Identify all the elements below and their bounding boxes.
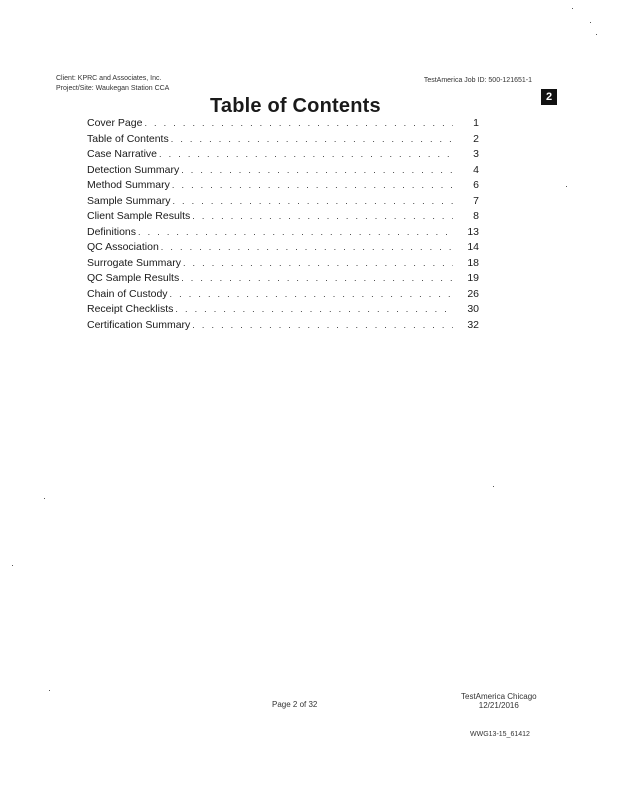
scan-speck (572, 8, 573, 9)
scan-speck (49, 690, 50, 691)
toc-entry[interactable] (87, 319, 479, 335)
toc-leader-dots (192, 211, 453, 221)
toc-entry[interactable] (87, 133, 479, 149)
toc-entry[interactable] (87, 272, 479, 288)
toc-leader-dots (172, 196, 453, 206)
toc-entry-label: Table of Contents (87, 132, 169, 145)
toc-entry-label: Definitions (87, 225, 137, 238)
toc-entry-page: 32 (467, 318, 479, 331)
toc-entry-label: Surrogate Summary (87, 256, 181, 269)
toc-entry[interactable] (87, 179, 479, 195)
toc-entry-page: 2 (473, 132, 479, 145)
project-line: Project/Site: Waukegan Station CCA (56, 85, 170, 92)
page-title: Table of Contents (210, 95, 381, 117)
toc-entry-label: Certification Summary (87, 318, 191, 331)
toc-leader-dots (144, 118, 453, 128)
report-date: 12/21/2016 (478, 701, 519, 710)
scan-speck (493, 486, 494, 487)
toc-entry[interactable] (87, 210, 479, 226)
section-tab-marker: 2 (541, 89, 557, 105)
toc-entry-label: Method Summary (87, 179, 170, 191)
toc-entry-page: 4 (473, 163, 479, 176)
toc-entry[interactable] (87, 164, 479, 180)
toc-entry-page: 13 (467, 225, 479, 238)
toc-leader-dots (138, 227, 453, 237)
document-id: WWG13-15_61412 (470, 731, 530, 738)
toc-leader-dots (171, 134, 453, 144)
toc-leader-dots (161, 242, 453, 252)
header-client-info (56, 74, 169, 94)
toc-entry-page: 14 (467, 241, 479, 253)
toc-entry-page: 30 (467, 303, 479, 315)
toc-entry-page: 3 (473, 148, 479, 160)
toc-entry[interactable] (87, 226, 479, 242)
toc-leader-dots (192, 320, 453, 330)
toc-entry[interactable] (87, 257, 479, 273)
scan-speck (566, 186, 567, 187)
page-number: Page 2 of 32 (272, 700, 318, 709)
toc-entry-label: QC Sample Results (87, 272, 180, 284)
toc-entry[interactable] (87, 303, 479, 319)
toc-entry-label: Case Narrative (87, 148, 158, 160)
toc-entry-label: QC Association (87, 241, 159, 253)
toc-leader-dots (170, 289, 453, 299)
toc-entry[interactable] (87, 288, 479, 304)
toc-entry-label: Cover Page (87, 117, 143, 129)
scan-speck (596, 34, 597, 35)
toc-entry[interactable] (87, 117, 479, 133)
toc-entry-page: 18 (467, 256, 479, 269)
toc-entry-label: Chain of Custody (87, 287, 168, 300)
lab-name: TestAmerica Chicago (461, 692, 537, 701)
toc-entry-label: Sample Summary (87, 194, 171, 207)
toc-entry-label: Receipt Checklists (87, 303, 174, 315)
toc-entry-page: 19 (467, 272, 479, 284)
toc-entry[interactable] (87, 241, 479, 257)
toc-leader-dots (181, 273, 453, 283)
toc-entry-label: Detection Summary (87, 163, 180, 176)
toc-leader-dots (183, 258, 453, 268)
footer-lab-info (461, 692, 537, 710)
client-line: Client: KPRC and Associates, Inc. (56, 75, 162, 82)
toc-leader-dots (172, 180, 453, 190)
toc-entry-page: 8 (473, 210, 479, 222)
scan-speck (590, 22, 591, 23)
scan-speck (12, 565, 13, 566)
toc-entry-page: 1 (473, 117, 479, 129)
toc-leader-dots (175, 304, 453, 314)
toc-leader-dots (181, 165, 453, 175)
toc-leader-dots (159, 149, 453, 159)
toc-entry-label: Client Sample Results (87, 210, 191, 222)
toc-entry[interactable] (87, 195, 479, 211)
toc-entry-page: 7 (473, 194, 479, 207)
table-of-contents (87, 117, 479, 334)
job-id: TestAmerica Job ID: 500-121651-1 (423, 77, 532, 84)
scan-speck (44, 498, 45, 499)
toc-entry-page: 26 (467, 287, 479, 300)
toc-entry[interactable] (87, 148, 479, 164)
toc-entry-page: 6 (473, 179, 479, 191)
